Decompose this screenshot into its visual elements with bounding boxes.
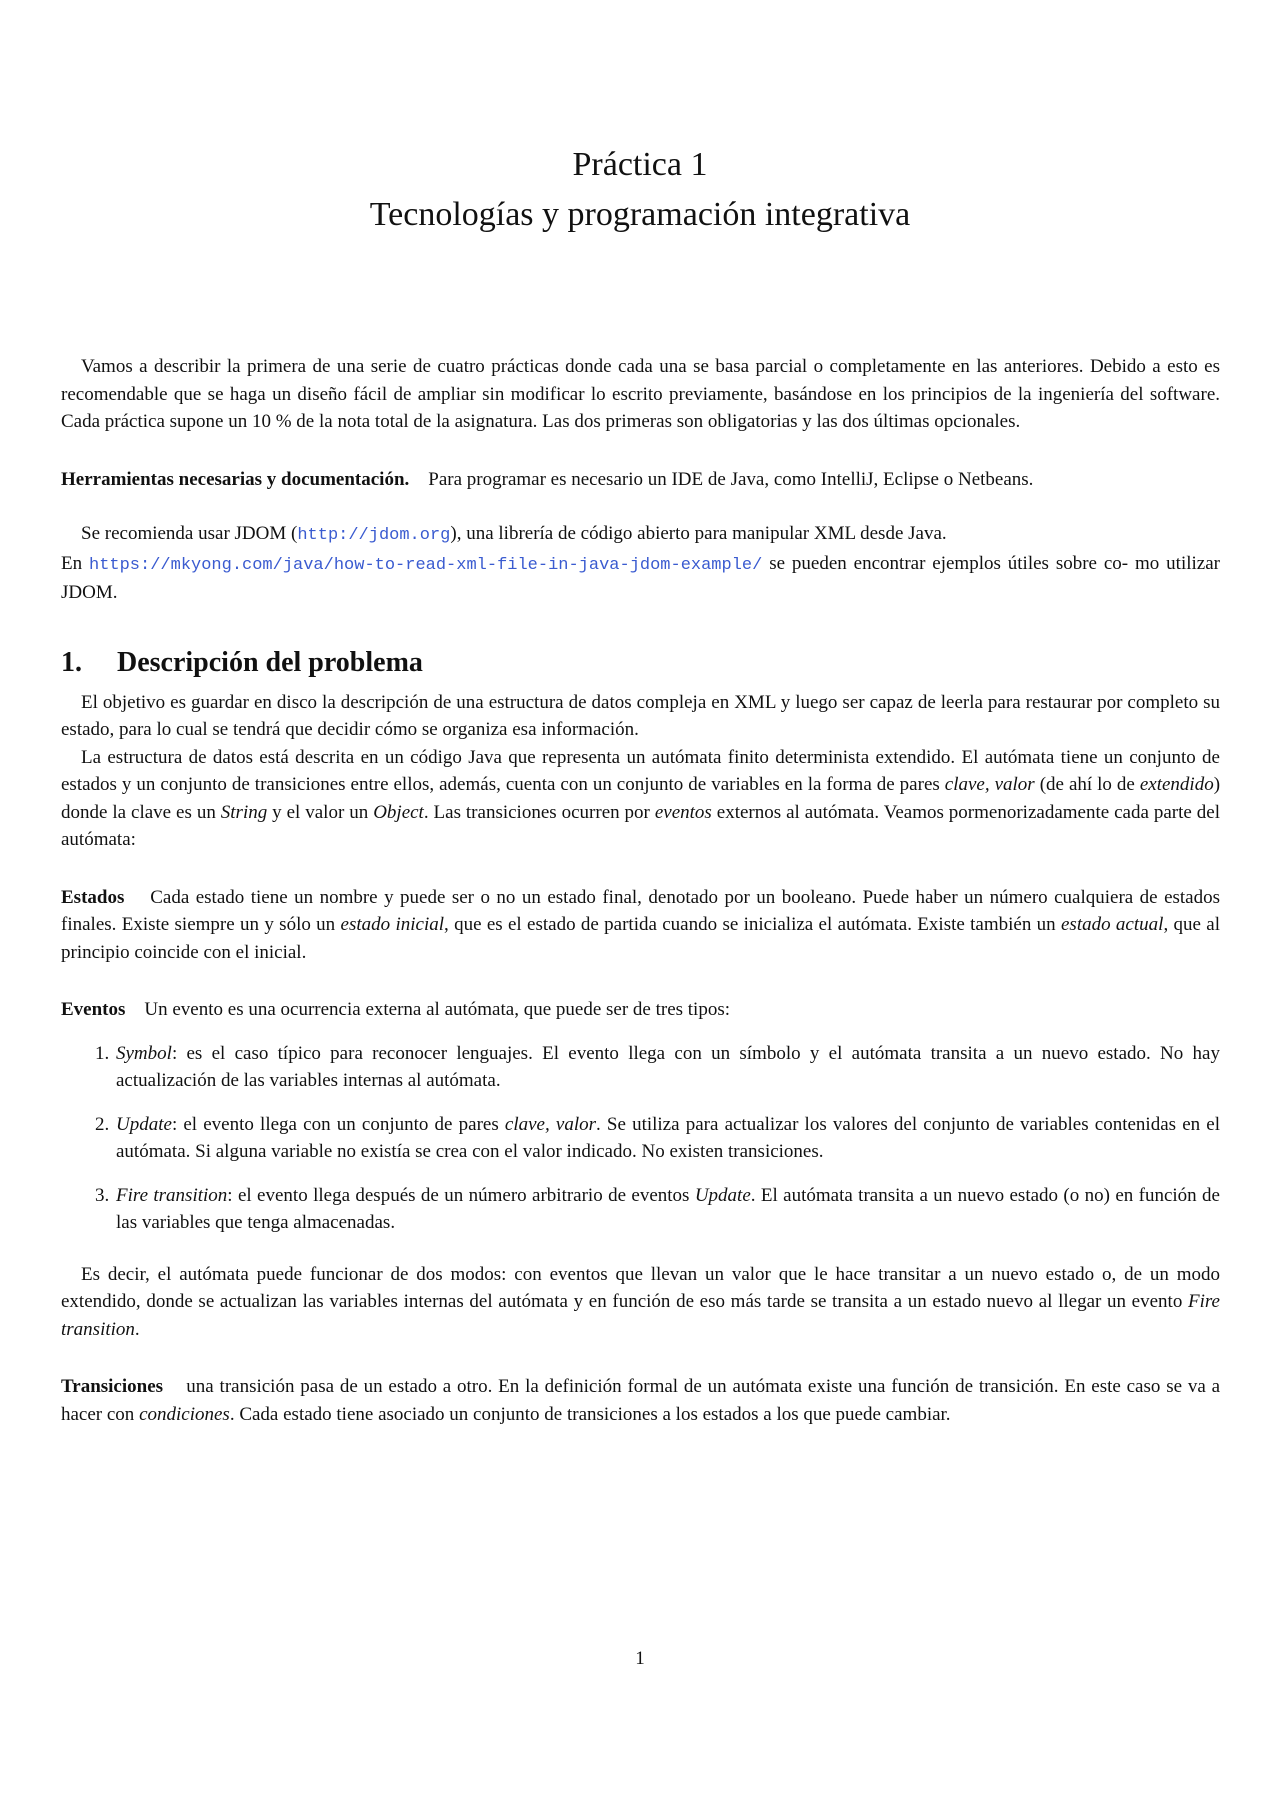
section-heading	[61, 645, 1220, 681]
italic-run: Fire transition	[61, 1291, 1220, 1340]
italic-run: estado inicial	[340, 914, 444, 935]
intro-paragraph: Vamos a describir la primera de una serie de cuatro prácticas donde cada una se basa parcial o completamente en las anteriores. Debido a esto es recomendable que se haga un diseño fácil de ampliar sin modificar lo escrito previamente, basándose en los principios de la ingeniería del software. Cada práctica supone un 10 % de la nota total de la asignatura. Las dos primeras son obligatorias y las dos últimas opcionales.	[61, 356, 1220, 432]
italic-run: estado actual	[1061, 914, 1164, 935]
document-title: Práctica 1	[572, 146, 708, 183]
text-run: externos al autómata. Veamos pormenorizadamente cada parte del autómata:	[61, 801, 1220, 850]
tools-paragraph	[61, 466, 1220, 494]
text-run: La estructura de datos está descrita en un código Java que representa un autómata finito determinista extendido. El autómata tiene un conjunto de estados y un conjunto de transiciones entre ellos, además, cuenta con un conjunto de variables en la forma de pares	[61, 746, 1220, 795]
eventos-heading: Eventos	[61, 999, 126, 1020]
text-run: .	[134, 1318, 140, 1340]
italic-run: extendido	[1139, 774, 1214, 795]
tools-text: Para programar es necesario un IDE de Java, como IntelliJ, Eclipse o Netbeans.	[428, 468, 1034, 490]
estados-paragraph	[61, 884, 1220, 967]
text-run: Es decir, el autómata puede funcionar de dos modos: con eventos que llevan un valor que le hace transitar a un nuevo estado o, de un modo extendido, donde se actualizan las variables internas del autómata y en función de eso más tarde se transita a un estado nuevo al llegar un evento	[61, 1263, 1220, 1312]
section-paragraph-1: El objetivo es guardar en disco la descripción de una estructura de datos compleja en XML y luego ser capaz de leerla para restaurar por completo su estado, para lo cual se tendrá que decidir cómo se organiza esa información.	[61, 691, 1220, 740]
jdom-paragraph	[61, 520, 1220, 550]
list-item-term: Symbol	[116, 1042, 172, 1064]
italic-run: String	[220, 801, 268, 823]
text-run: . Cada estado tiene asociado un conjunto de transiciones a los estados a los que puede cambiar.	[229, 1403, 951, 1425]
list-item-term: Fire transition	[116, 1184, 228, 1206]
mkyong-link[interactable]: https://mkyong.com/java/how-to-read-xml-file-in-java-jdom-example/	[89, 555, 763, 575]
italic-run: Object	[373, 801, 424, 823]
list-item-text: : es el caso típico para reconocer lenguajes. El evento llega con un símbolo y el autómata transita a un nuevo estado. No hay actualización de las variables internas al autómata.	[116, 1042, 1220, 1091]
transiciones-paragraph	[61, 1373, 1220, 1428]
title-block	[0, 140, 1280, 240]
estados-heading: Estados	[61, 886, 125, 908]
tools-heading: Herramientas necesarias y documentación.	[61, 468, 410, 490]
text-run: , que es el estado de partida cuando se inicializa el autómata. Existe también un	[444, 914, 1061, 935]
text-run: y el valor un	[267, 801, 374, 823]
event-types-list	[61, 1040, 1220, 1237]
section-title: Descripción del problema	[117, 646, 423, 678]
document-body	[61, 353, 1220, 1428]
list-item-term: Update	[116, 1113, 172, 1135]
list-item-text: . Se utiliza para actualizar los valores del conjunto de variables contenidas en el autómata. Si alguna variable no existía se crea con el valor indicado. No existen transiciones.	[116, 1113, 1220, 1162]
section-number: 1.	[61, 646, 82, 678]
eventos-paragraph	[61, 996, 1220, 1024]
jdom-link[interactable]: http://jdom.org	[297, 526, 451, 545]
list-item-text: : el evento llega con un conjunto de pares	[171, 1113, 505, 1135]
example-text-before: En	[61, 552, 89, 574]
document-subtitle: Tecnologías y programación integrativa	[369, 196, 911, 233]
example-text-after: se pueden encontrar ejemplos útiles sobre co- mo utilizar JDOM.	[61, 552, 1220, 603]
list-item-text: . El autómata transita a un nuevo estado (o no) en función de las variables que tenga almacenadas.	[116, 1184, 1220, 1233]
section-paragraph-2	[61, 744, 1220, 854]
text-run: , que al principio coincide con el inicial.	[61, 914, 1220, 963]
eventos-summary-paragraph	[61, 1261, 1220, 1344]
text-run: (de ahí lo de	[1034, 774, 1140, 795]
text-run: Un evento es una ocurrencia externa al autómata, que puede ser de tres tipos:	[144, 999, 731, 1020]
text-run: Cada estado tiene un nombre y puede ser o no un estado final, denotado por un booleano. Puede haber un número cualquiera de estados finales. Existe siempre un y sólo un	[61, 886, 1221, 935]
list-item	[114, 1182, 1220, 1237]
italic-run: clave, valor	[504, 1113, 596, 1135]
text-run: ) donde la clave es un	[61, 774, 1221, 823]
list-item-text: : el evento llega después de un número arbitrario de eventos	[227, 1184, 695, 1206]
text-run: . Las transiciones ocurren por	[423, 801, 655, 823]
list-item	[114, 1111, 1220, 1166]
italic-run: clave, valor	[944, 774, 1035, 795]
jdom-text-after: ), una librería de código abierto para manipular XML desde Java.	[450, 523, 947, 544]
italic-run: eventos	[654, 801, 712, 823]
transiciones-heading: Transiciones	[61, 1376, 164, 1397]
text-run: una transición pasa de un estado a otro. En la definición formal de un autómata existe una función de transición. En este caso se va a hacer con	[61, 1376, 1221, 1425]
jdom-text-before: Se recomienda usar JDOM (	[81, 523, 298, 544]
italic-run: condiciones	[139, 1403, 230, 1425]
example-paragraph	[61, 550, 1220, 607]
page-number: 1	[635, 1648, 645, 1669]
italic-run: Update	[694, 1184, 751, 1206]
list-item	[114, 1040, 1220, 1095]
